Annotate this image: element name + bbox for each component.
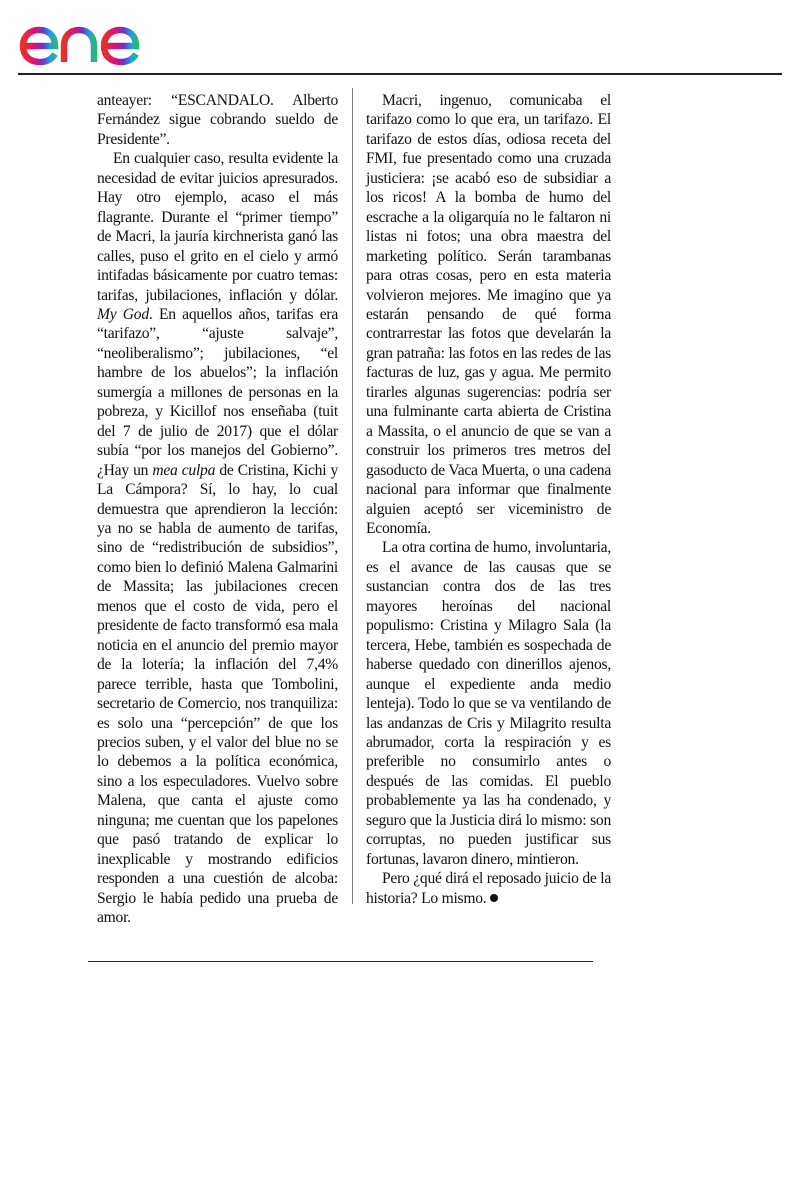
paragraph: En cualquier caso, resulta evidente la necesidad de evitar juicios apresurados. Hay otro ejemplo, acaso el más flagrante. Durante el “primer tiempo” de Macri, la jauría kirchnerista ganó las calles, puso el grito en el cielo y armó intifadas básicamente por cuatro temas: tarifas, jubilaciones, inflación y dólar. My God. En aquellos años, tarifas era “tarifazo”, “ajuste salvaje”, “neoliberalismo”; jubilaciones, “el hambre de los abuelos”; la inflación sumergía a millones de personas en la pobreza, y Kicillof nos enseñaba (tuit del 7 de julio de 2017) que el dólar subía “por los manejos del Gobierno”. ¿Hay un mea culpa de Cristina, Kichi y La Cámpora? Sí, lo hay, lo cual demuestra que aprendieron la lección: ya no se habla de aumento de tarifas, sino de “redistribución de subsidios”, como bien lo definió Malena Galmarini de Massita; las jubilaciones crecen menos que el costo de vida, pero el presidente de facto transformó esa mala noticia en el anuncio del premio mayor de la lotería; la inflación del 7,4% parece terrible, hasta que Tombolini, secretario de Comercio, nos tranquiliza: es solo una “percepción” de que los precios suben, y el valor del blue no se lo debemos a la política económica, sino a los especuladores. Vuelvo sobre Malena, que canta el ajuste como ninguna; me cuentan que los papelones que pasó tratando de explicar lo inexplicable y mostrando edificios responden a una cuestión de alcoba: Sergio le había pedido una prueba de amor. bbox=[97, 150, 338, 927]
article-column-left bbox=[97, 91, 338, 927]
end-of-article-mark bbox=[490, 894, 498, 902]
paragraph: La otra cortina de humo, involuntaria, es el avance de las causas que se sustancian contra dos de las tres mayores heroínas del nacional populismo: Cristina y Milagro Sala (la tercera, Hebe, también es sospechada de haberse quedado con dinerillos ajenos, aunque el expediente anda medio lenteja). Todo lo que se va ventilando de las andanzas de Cris y Milagrito resulta abrumador, corta la respiración y es preferible no consumirlo antes o después de las comidas. El pueblo probablemente ya las ha condenado, y seguro que la Justicia dirá lo mismo: son corruptas, no pueden justificar sus fortunas, lavaron dinero, mintieron. bbox=[366, 539, 611, 868]
paragraph: Pero ¿qué dirá el reposado juicio de la historia? Lo mismo. bbox=[366, 870, 611, 907]
paragraph: anteayer: “ESCANDALO. Alberto Fernández sigue cobrando sueldo de Presidente”. bbox=[97, 92, 338, 148]
emphasis: My God bbox=[97, 305, 149, 323]
paragraph: Macri, ingenuo, comunicaba el tarifazo como lo que era, un tarifazo. El tarifazo de estos días, odiosa receta del FMI, fue presentado como una cruzada justiciera: ¡se acabó eso de subsidiar a los ricos! A la bomba de humo del escrache a la oligarquía no le faltaron ni listas ni fotos; una obra maestra del marketing político. Serán tarambanas para otras cosas, pero en esta materia volvieron mejores. Me imagino que ya estarán pensando de qué forma contrarrestar las fotos que develarán la gran patraña: las fotos en las redes de las facturas de luz, gas y agua. Me permito tirarles algunas sugerencias: podría ser una fulminante carta abierta de Cristina a Massita, o el anuncio de que se van a construir los primeros tres metros del gasoducto de Vaca Muerta, o una cadena nacional para informar que finalmente alguien aceptó ser viceministro de Economía. bbox=[366, 92, 611, 537]
header-rule bbox=[18, 73, 782, 75]
article-column-right bbox=[366, 91, 611, 908]
emphasis: mea culpa bbox=[152, 461, 216, 479]
enel-logo bbox=[18, 8, 170, 68]
column-divider bbox=[352, 88, 353, 904]
footer-rule bbox=[88, 961, 593, 962]
